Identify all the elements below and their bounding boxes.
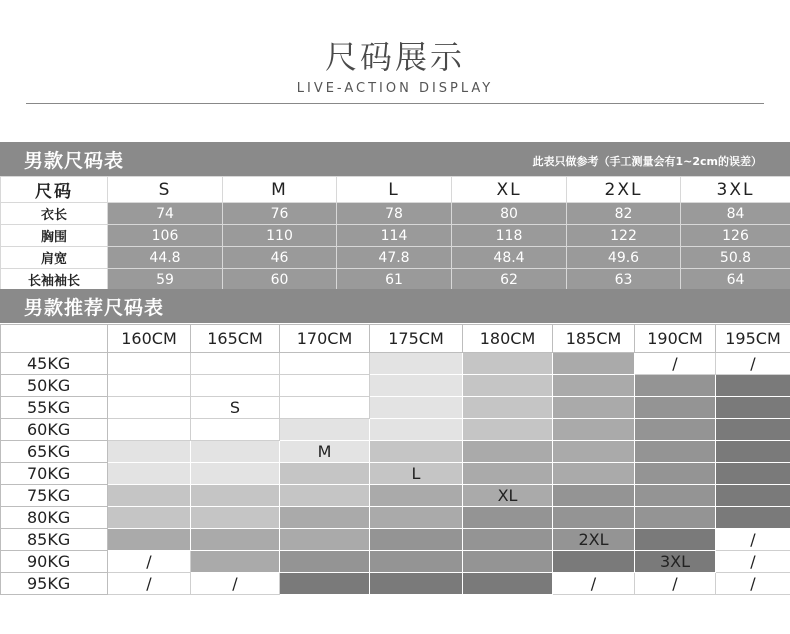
measurement-label: 肩宽 — [1, 247, 108, 269]
weight-label: 60KG — [1, 419, 108, 441]
measurement-value: 80 — [452, 203, 567, 225]
measurement-value: 50.8 — [681, 247, 790, 269]
measurement-value: 64 — [681, 269, 790, 291]
measurement-value: 48.4 — [452, 247, 567, 269]
recommend-cell — [635, 507, 716, 529]
measurement-value: 74 — [108, 203, 223, 225]
recommend-cell — [280, 419, 370, 441]
measurement-value: 46 — [223, 247, 337, 269]
recommend-cell — [635, 397, 716, 419]
size-header: 3XL — [681, 177, 790, 203]
recommend-cell — [463, 551, 553, 573]
size-chart-row — [1, 225, 790, 247]
recommend-cell — [108, 507, 191, 529]
recommend-cell — [635, 529, 716, 551]
recommend-cell: L — [370, 463, 463, 485]
recommend-cell — [108, 375, 191, 397]
height-header: 170CM — [280, 325, 370, 353]
size-chart-title: 男款尺码表 — [24, 150, 125, 172]
recommend-cell: / — [635, 573, 716, 595]
height-header: 175CM — [370, 325, 463, 353]
recommend-cell — [370, 529, 463, 551]
weight-row — [1, 419, 790, 441]
size-header: L — [337, 177, 452, 203]
recommend-cell — [108, 419, 191, 441]
measurement-value: 60 — [223, 269, 337, 291]
height-header: 160CM — [108, 325, 191, 353]
recommend-cell — [553, 507, 635, 529]
recommend-cell: 2XL — [553, 529, 635, 551]
recommend-cell — [716, 485, 790, 507]
recommend-cell — [280, 573, 370, 595]
recommend-cell — [280, 529, 370, 551]
recommend-cell — [716, 419, 790, 441]
weight-row — [1, 463, 790, 485]
height-header: 195CM — [716, 325, 790, 353]
recommend-cell — [370, 573, 463, 595]
recommend-cell — [635, 485, 716, 507]
height-header: 185CM — [553, 325, 635, 353]
recommend-cell — [280, 353, 370, 375]
measurement-value: 44.8 — [108, 247, 223, 269]
recommend-cell — [716, 507, 790, 529]
recommend-cell: / — [635, 353, 716, 375]
recommend-cell — [370, 419, 463, 441]
recommend-cell — [463, 529, 553, 551]
recommend-cell — [635, 463, 716, 485]
recommend-cell — [108, 529, 191, 551]
recommend-cell — [463, 419, 553, 441]
measurement-value: 63 — [567, 269, 681, 291]
recommend-bar — [0, 289, 790, 323]
recommend-cell — [191, 353, 280, 375]
size-header: 2XL — [567, 177, 681, 203]
recommend-cell — [463, 573, 553, 595]
recommend-cell — [553, 485, 635, 507]
weight-row — [1, 441, 790, 463]
recommend-cell — [716, 397, 790, 419]
recommend-cell — [280, 485, 370, 507]
size-chart-bar — [0, 142, 790, 176]
recommend-cell: M — [280, 441, 370, 463]
measurement-label: 衣长 — [1, 203, 108, 225]
recommend-cell — [463, 441, 553, 463]
page-title: 尺码展示 — [324, 38, 465, 76]
recommend-cell — [553, 463, 635, 485]
measurement-value: 118 — [452, 225, 567, 247]
weight-row — [1, 507, 790, 529]
recommend-cell — [553, 375, 635, 397]
weight-row — [1, 551, 790, 573]
recommend-cell — [370, 485, 463, 507]
height-header-row — [1, 325, 790, 353]
recommend-cell: / — [716, 353, 790, 375]
measurement-value: 114 — [337, 225, 452, 247]
weight-label: 70KG — [1, 463, 108, 485]
recommend-cell — [370, 507, 463, 529]
recommend-cell — [553, 419, 635, 441]
recommend-cell — [108, 463, 191, 485]
recommend-cell: 3XL — [635, 551, 716, 573]
weight-label: 65KG — [1, 441, 108, 463]
header-divider — [26, 103, 764, 104]
weight-row — [1, 529, 790, 551]
weight-label: 95KG — [1, 573, 108, 595]
recommend-cell — [280, 507, 370, 529]
weight-row — [1, 397, 790, 419]
measurement-value: 47.8 — [337, 247, 452, 269]
recommend-cell — [463, 353, 553, 375]
weight-row — [1, 485, 790, 507]
recommend-cell — [716, 441, 790, 463]
page-header — [0, 0, 790, 110]
height-header: 180CM — [463, 325, 553, 353]
recommend-cell — [280, 551, 370, 573]
recommend-cell — [191, 507, 280, 529]
recommend-cell — [370, 353, 463, 375]
recommend-cell — [191, 441, 280, 463]
recommend-cell: / — [553, 573, 635, 595]
corner-cell — [1, 325, 108, 353]
weight-label: 50KG — [1, 375, 108, 397]
size-chart-note: 此表只做参考（手工测量会有1~2cm的误差） — [532, 155, 762, 168]
measurement-value: 106 — [108, 225, 223, 247]
recommend-cell — [191, 485, 280, 507]
recommend-cell — [463, 463, 553, 485]
recommend-cell — [635, 375, 716, 397]
size-header: XL — [452, 177, 567, 203]
recommend-cell: S — [191, 397, 280, 419]
recommend-cell — [370, 397, 463, 419]
recommend-cell — [370, 441, 463, 463]
recommend-cell — [108, 485, 191, 507]
recommend-cell — [716, 463, 790, 485]
recommend-cell — [463, 397, 553, 419]
measurement-value: 59 — [108, 269, 223, 291]
recommend-cell — [553, 397, 635, 419]
recommend-cell — [716, 375, 790, 397]
recommend-title: 男款推荐尺码表 — [24, 297, 165, 319]
weight-row — [1, 353, 790, 375]
recommend-cell: / — [108, 551, 191, 573]
weight-label: 75KG — [1, 485, 108, 507]
recommend-cell — [280, 397, 370, 419]
size-chart-row — [1, 203, 790, 225]
recommend-cell: / — [716, 529, 790, 551]
recommend-cell — [635, 441, 716, 463]
height-header: 165CM — [191, 325, 280, 353]
size-chart-header-row — [1, 177, 790, 203]
recommend-cell — [191, 375, 280, 397]
size-label: 尺码 — [1, 177, 108, 203]
recommend-cell — [553, 441, 635, 463]
recommend-cell — [280, 463, 370, 485]
measurement-value: 61 — [337, 269, 452, 291]
recommend-cell — [370, 551, 463, 573]
recommend-cell: XL — [463, 485, 553, 507]
measurement-value: 82 — [567, 203, 681, 225]
recommend-cell — [108, 353, 191, 375]
weight-label: 80KG — [1, 507, 108, 529]
recommend-cell — [463, 507, 553, 529]
recommend-cell — [280, 375, 370, 397]
recommend-cell — [191, 419, 280, 441]
weight-label: 90KG — [1, 551, 108, 573]
recommend-cell — [370, 375, 463, 397]
measurement-value: 122 — [567, 225, 681, 247]
size-chart-table — [0, 176, 790, 291]
size-chart-row — [1, 247, 790, 269]
measurement-value: 110 — [223, 225, 337, 247]
recommend-cell — [191, 529, 280, 551]
recommend-cell: / — [716, 551, 790, 573]
measurement-label: 长袖袖长 — [1, 269, 108, 291]
weight-row — [1, 375, 790, 397]
weight-label: 85KG — [1, 529, 108, 551]
size-chart-row — [1, 269, 790, 291]
page-subtitle: LIVE-ACTION DISPLAY — [296, 81, 494, 96]
recommend-cell — [463, 375, 553, 397]
measurement-value: 84 — [681, 203, 790, 225]
recommend-cell — [108, 397, 191, 419]
measurement-value: 78 — [337, 203, 452, 225]
recommend-cell: / — [191, 573, 280, 595]
height-header: 190CM — [635, 325, 716, 353]
recommend-cell: / — [716, 573, 790, 595]
weight-row — [1, 573, 790, 595]
measurement-label: 胸围 — [1, 225, 108, 247]
recommend-cell — [553, 353, 635, 375]
recommend-cell — [553, 551, 635, 573]
measurement-value: 49.6 — [567, 247, 681, 269]
weight-label: 45KG — [1, 353, 108, 375]
recommend-cell: / — [108, 573, 191, 595]
weight-label: 55KG — [1, 397, 108, 419]
recommend-cell — [191, 463, 280, 485]
recommend-cell — [635, 419, 716, 441]
size-header: S — [108, 177, 223, 203]
measurement-value: 126 — [681, 225, 790, 247]
recommend-table — [0, 324, 790, 595]
recommend-cell — [108, 441, 191, 463]
recommend-cell — [191, 551, 280, 573]
size-header: M — [223, 177, 337, 203]
measurement-value: 76 — [223, 203, 337, 225]
measurement-value: 62 — [452, 269, 567, 291]
